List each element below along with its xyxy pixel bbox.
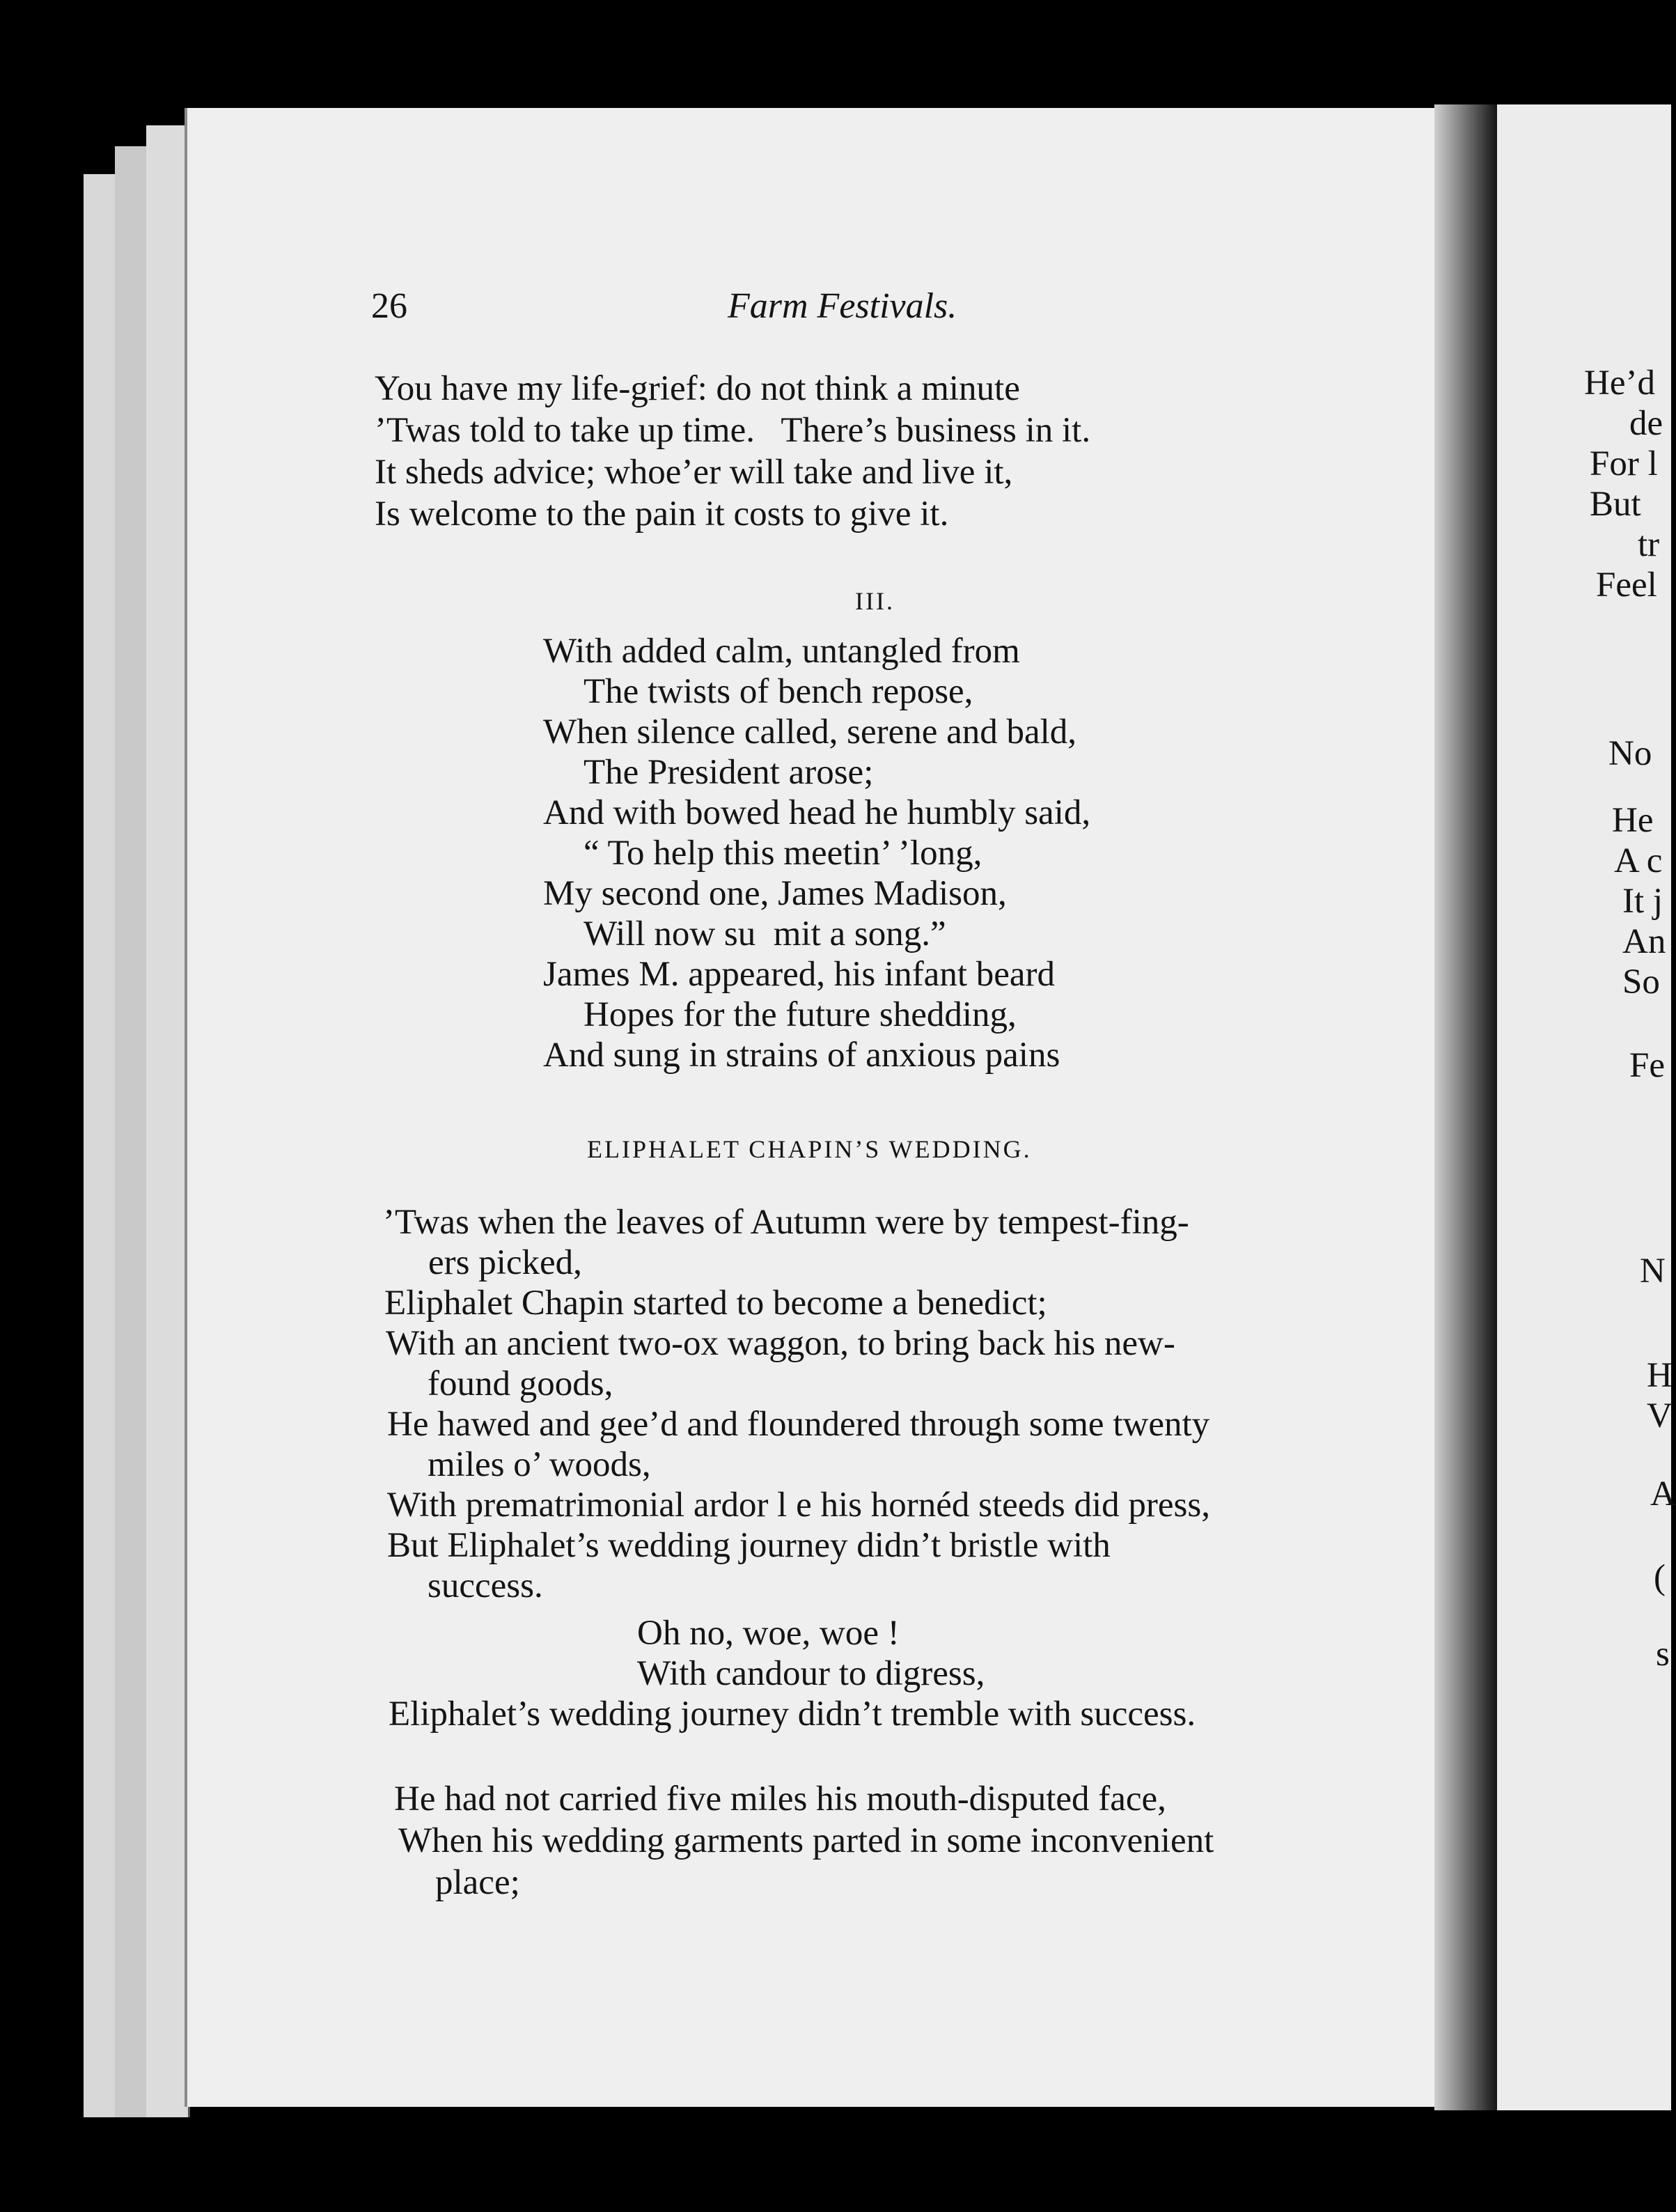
right-page-fragment: H [1647,1356,1673,1395]
verse-line: Will now su mit a song.” [584,914,946,953]
verse-line: With an ancient two-ox waggon, to bring back his new- [386,1324,1175,1363]
right-page-fragment: But [1590,485,1641,524]
right-page-fragment: Feel [1596,566,1657,605]
verse-line: success. [428,1566,543,1605]
running-title: Farm Festivals. [728,286,957,326]
verse-line: miles o’ woods, [428,1445,651,1484]
verse-line: And sung in strains of anxious pains [543,1036,1060,1075]
refrain-line: Eliphalet’s wedding journey didn’t tremble with success. [389,1695,1196,1734]
verse-line: Is welcome to the pain it costs to give it. [375,494,949,533]
right-page-fragment: An [1622,922,1666,961]
right-page-fragment: For l [1590,444,1658,483]
right-page-fragment: V [1647,1396,1673,1435]
page-number: 26 [371,286,407,326]
refrain-line: Oh no, woe, woe ! [637,1614,900,1653]
verse-line: You have my life-grief: do not think a minute [375,369,1020,408]
verse-line: When his wedding garments parted in some inconvenient [398,1821,1214,1860]
book-gutter [1434,104,1497,2110]
verse-line: ’Twas when the leaves of Autumn were by tempest-fing- [383,1203,1189,1242]
right-page-fragment: It j [1622,882,1663,921]
right-page-fragment: Fe [1629,1046,1665,1085]
right-page-fragment: de [1629,404,1663,443]
verse-line: “ To help this meetin’ ’long, [584,834,982,873]
right-page-fragment: He [1612,801,1654,840]
verse-line: ers picked, [428,1243,582,1282]
verse-line: When silence called, serene and bald, [543,712,1077,751]
verse-line: Eliphalet Chapin started to become a benedict; [384,1284,1047,1323]
song-title: ELIPHALET CHAPIN’S WEDDING. [587,1135,1032,1163]
verse-line: He had not carried five miles his mouth-disputed face, [394,1779,1166,1818]
right-page-fragment: tr [1638,525,1660,564]
right-page-fragment: So [1622,963,1660,1002]
right-page-fragment: No [1608,734,1652,773]
section-numeral: III. [855,587,895,615]
right-page-fragment: ( [1654,1558,1666,1597]
verse-line: With prematrimonial ardor l e his hornéd steeds did press, [387,1486,1210,1525]
right-page-fragment: s [1656,1635,1670,1674]
verse-line: The President arose; [584,753,874,792]
verse-line: place; [435,1863,520,1902]
verse-line: found goods, [428,1364,613,1403]
verse-line: He hawed and gee’d and floundered through some twenty [387,1405,1210,1444]
right-page-fragment: N [1640,1252,1666,1291]
verse-line: The twists of bench repose, [584,672,973,711]
verse-line: It sheds advice; whoe’er will take and live it, [375,453,1013,492]
right-page-fragment: A [1650,1474,1676,1513]
verse-line: James M. appeared, his infant beard [543,955,1055,994]
refrain-line: With candour to digress, [637,1654,985,1693]
verse-line: And with bowed head he humbly said, [543,793,1091,832]
verse-line: With added calm, untangled from [543,632,1020,671]
verse-line: But Eliphalet’s wedding journey didn’t bristle with [387,1526,1111,1565]
verse-line: My second one, James Madison, [543,874,1007,913]
verse-line: ’Twas told to take up time. There’s business in it. [375,411,1091,450]
right-page-fragment: A c [1614,841,1663,880]
right-page-fragment: He’d [1584,364,1655,403]
verse-line: Hopes for the future shedding, [584,995,1017,1034]
